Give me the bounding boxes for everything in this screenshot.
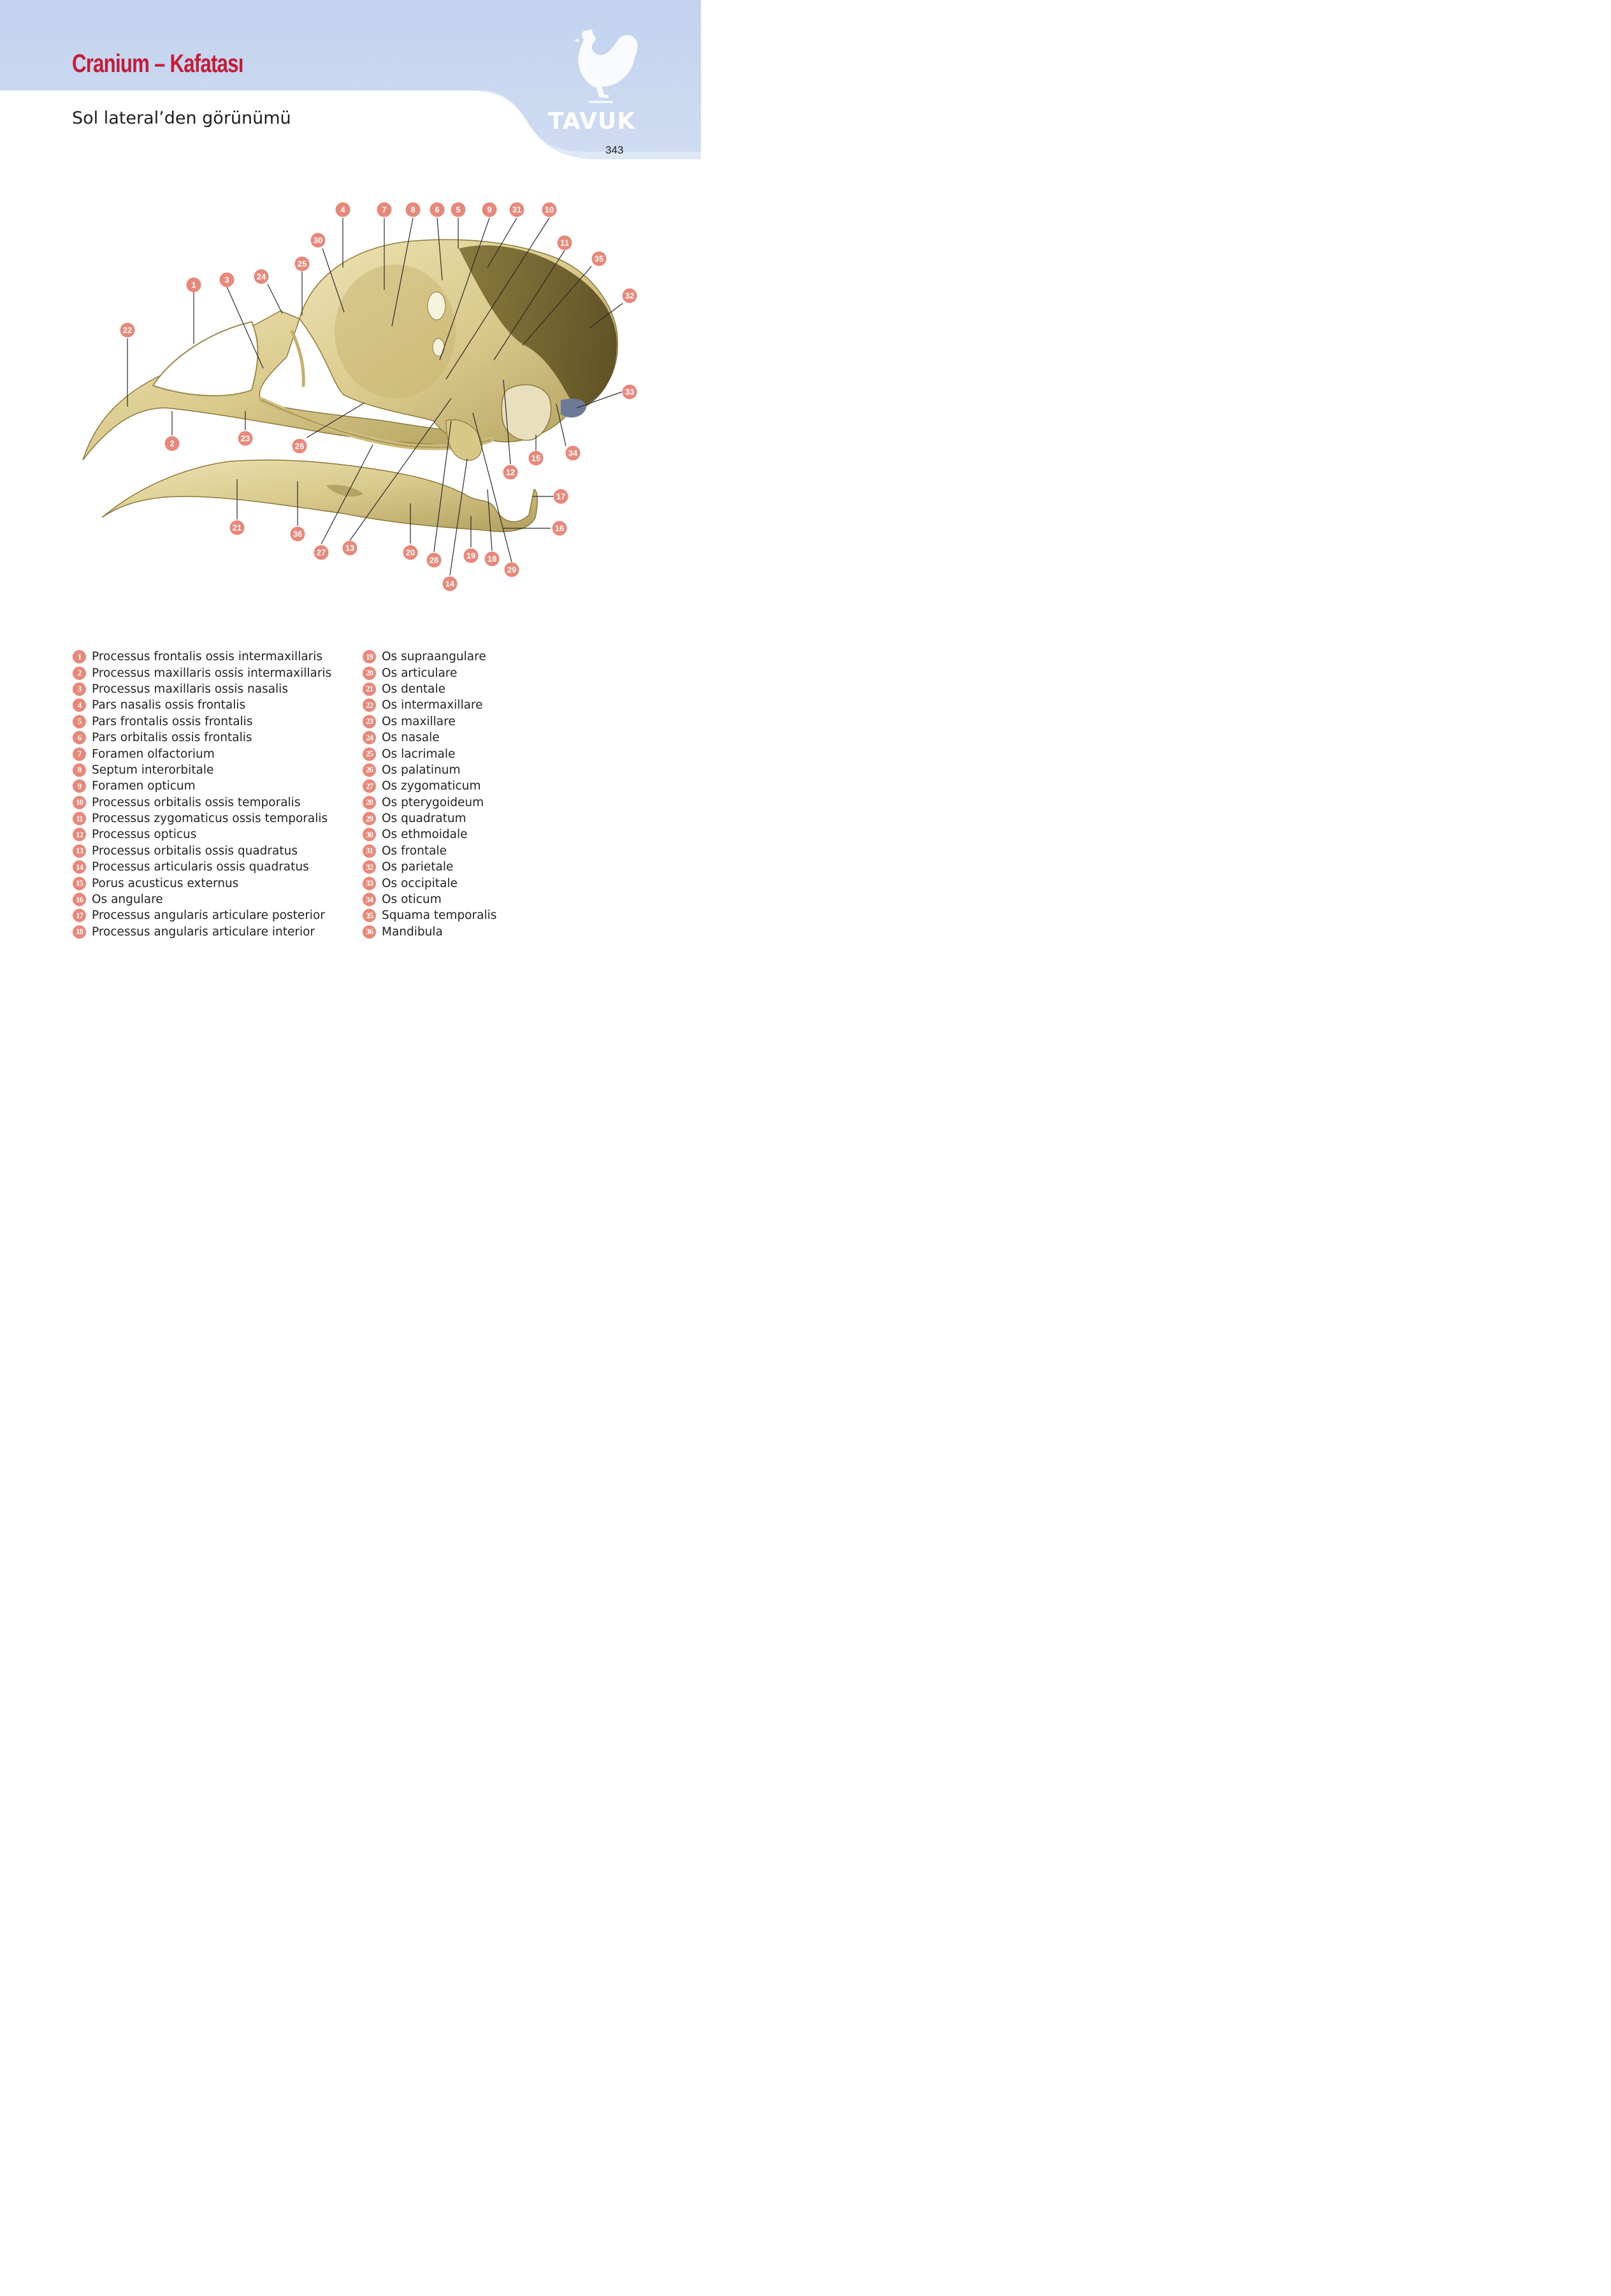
legend-number-badge: 15: [73, 877, 86, 890]
legend-number-badge: 10: [73, 796, 86, 809]
legend-text: Septum interorbitale: [92, 763, 214, 777]
legend-number-badge: 23: [363, 715, 376, 728]
legend-item: [363, 649, 496, 665]
callout-label-10: [542, 203, 557, 217]
legend-item: [73, 827, 331, 842]
callout-number: 25: [297, 259, 307, 269]
legend-text: Os frontale: [382, 844, 447, 858]
legend-number-badge: 13: [73, 844, 86, 858]
callout-label-14: [443, 577, 458, 591]
legend-text: Os supraangulare: [382, 650, 486, 664]
legend-text: Os pterygoideum: [382, 795, 484, 809]
legend-number-badge: 1: [73, 650, 86, 663]
legend-text: Processus angularis articulare posterior: [92, 909, 325, 923]
callout-number: 6: [435, 205, 440, 215]
callout-number: 1: [191, 280, 196, 290]
legend-item: [73, 762, 331, 778]
callout-number: 35: [594, 254, 604, 264]
legend-item: [363, 665, 496, 681]
callout-number: 26: [294, 441, 305, 451]
callout-number: 27: [316, 547, 326, 558]
callout-label-26: [293, 439, 307, 454]
legend-item: [73, 907, 331, 923]
legend-number-badge: 9: [73, 779, 86, 793]
legend-number-badge: 29: [363, 812, 376, 825]
callout-number: 17: [556, 491, 566, 502]
legend-number-badge: 12: [73, 828, 86, 841]
legend-item: [73, 843, 331, 859]
legend-text: Processus orbitalis ossis temporalis: [92, 795, 301, 809]
callout-number: 14: [445, 579, 455, 589]
callout-label-32: [623, 289, 637, 303]
legend-text: Os angulare: [92, 893, 163, 907]
legend-text: Processus orbitalis ossis quadratus: [92, 844, 298, 858]
legend-item: [73, 730, 331, 746]
callout-number: 21: [232, 523, 242, 533]
legend-column-right: [363, 649, 496, 940]
legend-text: Processus articularis ossis quadratus: [92, 860, 309, 874]
legend-text: Os nasale: [382, 731, 440, 745]
callout-label-1: [187, 278, 201, 292]
callout-label-12: [503, 465, 518, 480]
callout-number: 16: [554, 523, 565, 533]
callout-number: 10: [544, 205, 554, 215]
legend-item: [363, 811, 496, 827]
legend-item: [363, 892, 496, 907]
callout-number: 20: [405, 547, 415, 558]
legend-number-badge: 14: [73, 860, 86, 874]
legend-number-badge: 2: [73, 667, 86, 680]
legend-number-badge: 4: [73, 698, 86, 712]
callout-number: 19: [466, 551, 476, 561]
callout-number: 7: [382, 205, 387, 215]
legend-text: Os intermaxillare: [382, 698, 483, 712]
callout-number: 28: [429, 555, 439, 565]
callout-label-13: [343, 541, 358, 556]
callout-label-2: [165, 437, 180, 451]
page-title: Cranium – Kafatası: [72, 50, 243, 78]
legend-text: Os quadratum: [382, 812, 466, 826]
page-number: 343: [605, 144, 624, 156]
callout-number: 9: [487, 205, 492, 215]
callout-label-35: [592, 252, 607, 266]
callout-number: 13: [345, 543, 355, 553]
legend-number-badge: 25: [363, 747, 376, 761]
callout-label-34: [566, 446, 581, 461]
legend-item: [363, 746, 496, 762]
legend-number-badge: 22: [363, 698, 376, 712]
legend-item: [363, 762, 496, 778]
legend-item: [363, 859, 496, 875]
callout-number: 18: [487, 554, 497, 564]
legend-text: Pars nasalis ossis frontalis: [92, 698, 246, 712]
legend-text: Os parietale: [382, 860, 454, 874]
legend-number-badge: 34: [363, 893, 376, 906]
callout-number: 22: [122, 325, 133, 335]
callout-number: 24: [256, 271, 266, 282]
legend-number-badge: 5: [73, 715, 86, 728]
callout-number: 31: [512, 205, 522, 215]
callout-label-15: [529, 451, 544, 466]
legend-number-badge: 32: [363, 860, 376, 874]
skull-diagram: [0, 0, 701, 612]
legend-item: [73, 924, 331, 940]
callout-label-30: [311, 233, 326, 248]
callout-label-18: [485, 552, 500, 567]
legend-text: Pars frontalis ossis frontalis: [92, 714, 253, 728]
legend-number-badge: 35: [363, 909, 376, 922]
callout-label-6: [430, 203, 445, 217]
legend-number-badge: 30: [363, 828, 376, 841]
legend-number-badge: 19: [363, 650, 376, 663]
legend-text: Foramen opticum: [92, 779, 196, 793]
legend-item: [363, 843, 496, 859]
legend-text: Processus frontalis ossis intermaxillaris: [92, 650, 323, 664]
callout-label-22: [120, 323, 135, 338]
legend-text: Os articulare: [382, 666, 458, 680]
legend-item: [363, 778, 496, 794]
legend-number-badge: 33: [363, 877, 376, 890]
legend-item: [73, 665, 331, 681]
callout-label-20: [403, 545, 418, 560]
legend-number-badge: 36: [363, 925, 376, 939]
legend-text: Os zygomaticum: [382, 779, 481, 793]
callout-number: 33: [625, 387, 635, 397]
legend-text: Os occipitale: [382, 876, 458, 890]
legend-number-badge: 18: [73, 925, 86, 939]
legend-number-badge: 26: [363, 763, 376, 777]
page-subtitle: Sol lateral’den görünümü: [72, 108, 291, 128]
callout-number: 4: [340, 205, 345, 215]
legend-number-badge: 21: [363, 682, 376, 696]
legend-item: [73, 811, 331, 827]
atlas-page: [0, 0, 701, 999]
callout-label-9: [482, 203, 497, 217]
legend-text: Processus zygomaticus ossis temporalis: [92, 812, 328, 826]
legend-item: [363, 875, 496, 891]
legend-item: [363, 827, 496, 842]
callout-label-5: [451, 203, 466, 217]
legend-item: [363, 730, 496, 746]
callout-number: 2: [170, 438, 175, 449]
callout-label-28: [427, 553, 442, 568]
callout-number: 30: [313, 235, 323, 245]
legend-text: Processus opticus: [92, 828, 197, 842]
legend-text: Os lacrimale: [382, 747, 456, 761]
callout-label-24: [254, 270, 269, 284]
legend-number-badge: 31: [363, 844, 376, 858]
legend-text: Os ethmoidale: [382, 828, 468, 842]
legend-item: [363, 697, 496, 713]
callout-label-33: [623, 385, 637, 400]
callout-number: 36: [293, 529, 303, 539]
legend-number-badge: 7: [73, 747, 86, 761]
legend-item: [363, 924, 496, 940]
legend-item: [73, 892, 331, 907]
legend-text: Processus maxillaris ossis nasalis: [92, 682, 288, 696]
callout-label-4: [336, 203, 350, 217]
callout-label-27: [314, 545, 329, 560]
legend-item: [363, 907, 496, 923]
legend-item: [363, 714, 496, 730]
callout-label-7: [377, 203, 392, 217]
legend-item: [73, 714, 331, 730]
callout-number: 32: [625, 291, 635, 301]
legend-number-badge: 24: [363, 731, 376, 744]
legend-text: Pars orbitalis ossis frontalis: [92, 731, 252, 745]
callout-number: 15: [531, 453, 541, 463]
legend-text: Os dentale: [382, 682, 446, 696]
legend-number-badge: 17: [73, 909, 86, 922]
legend-item: [363, 795, 496, 811]
legend-text: Porus acusticus externus: [92, 876, 239, 890]
legend-item: [73, 649, 331, 665]
callout-number: 29: [507, 565, 517, 575]
callout-label-16: [553, 521, 567, 536]
legend-text: Os palatinum: [382, 763, 461, 777]
callout-label-11: [558, 236, 572, 250]
legend-item: [73, 697, 331, 713]
callout-label-36: [291, 527, 305, 542]
callout-label-17: [554, 489, 568, 504]
legend-item: [73, 795, 331, 811]
legend-number-badge: 6: [73, 731, 86, 744]
callout-number: 34: [568, 448, 578, 458]
callout-label-3: [220, 273, 235, 287]
legend-text: Foramen olfactorium: [92, 747, 215, 761]
legend-item: [73, 681, 331, 697]
callout-label-23: [238, 431, 253, 446]
callout-label-29: [505, 563, 519, 577]
legend-text: Os oticum: [382, 893, 442, 907]
legend-number-badge: 3: [73, 682, 86, 696]
callout-number: 11: [560, 238, 569, 248]
callout-label-8: [406, 203, 421, 217]
callout-number: 23: [240, 433, 250, 444]
legend-text: Os maxillare: [382, 714, 456, 728]
species-tab: TAVUK: [548, 108, 636, 134]
legend-text: Mandibula: [382, 925, 443, 939]
legend-number-badge: 27: [363, 779, 376, 793]
callout-number: 3: [224, 275, 229, 285]
callout-number: 12: [505, 467, 516, 477]
callout-label-19: [464, 549, 479, 563]
legend-number-badge: 16: [73, 893, 86, 906]
callout-label-31: [510, 203, 524, 217]
legend-number-badge: 11: [73, 812, 86, 825]
callout-label-25: [295, 257, 310, 271]
legend-item: [363, 681, 496, 697]
legend-text: Squama temporalis: [382, 909, 497, 923]
legend-text: Processus maxillaris ossis intermaxillaris: [92, 666, 332, 680]
legend-text: Processus angularis articulare interior: [92, 925, 315, 939]
legend-number-badge: 20: [363, 667, 376, 680]
legend-item: [73, 875, 331, 891]
legend-item: [73, 778, 331, 794]
callout-label-21: [230, 521, 245, 535]
legend-item: [73, 746, 331, 762]
legend-number-badge: 8: [73, 763, 86, 777]
callout-number: 8: [410, 205, 415, 215]
legend-number-badge: 28: [363, 796, 376, 809]
legend-item: [73, 859, 331, 875]
callout-number: 5: [456, 205, 461, 215]
legend-column-left: [73, 649, 331, 940]
